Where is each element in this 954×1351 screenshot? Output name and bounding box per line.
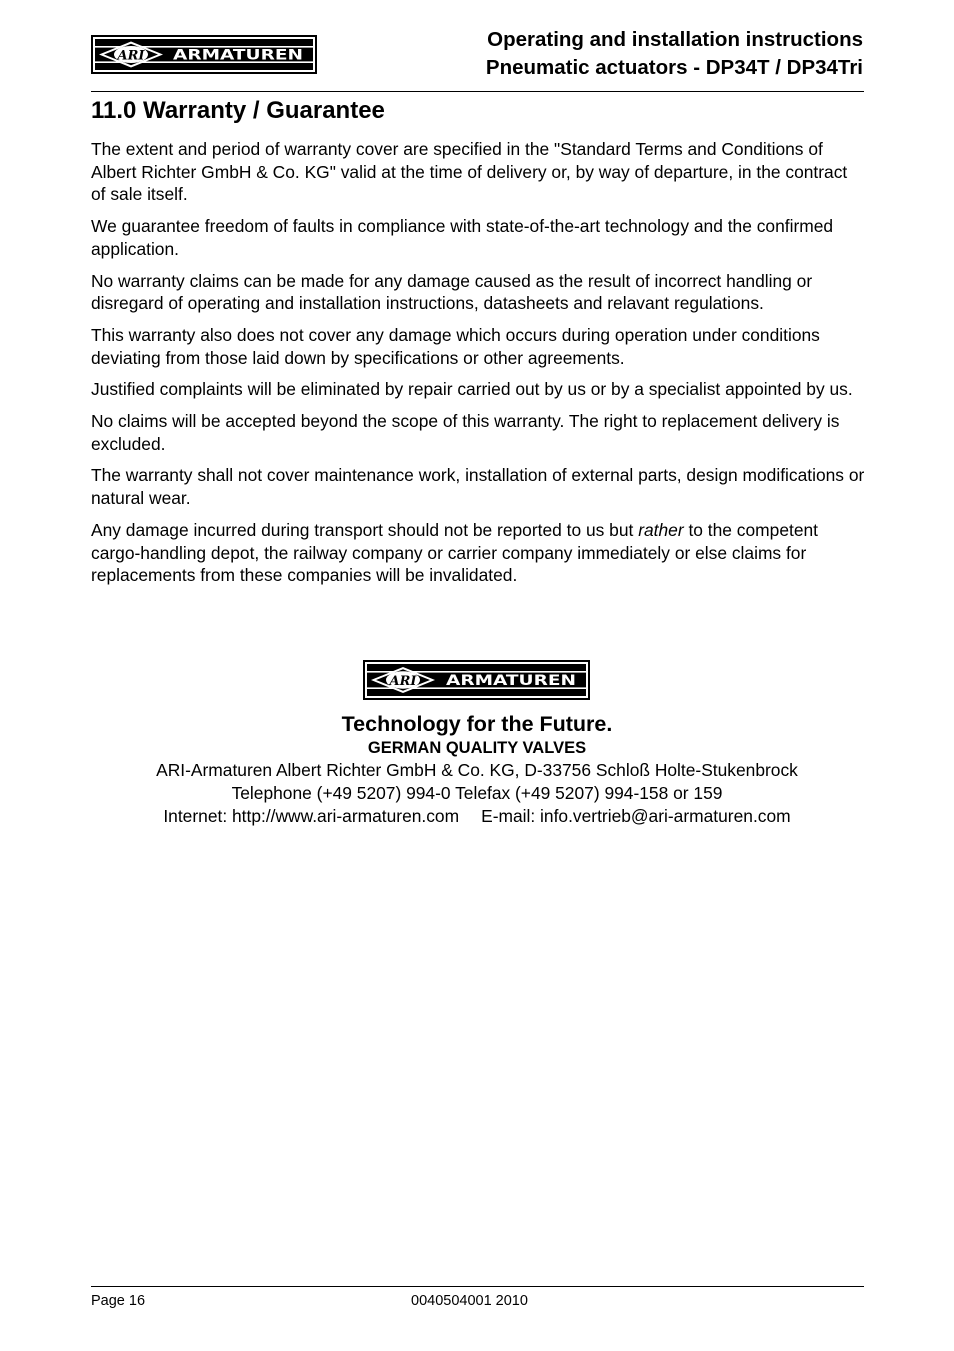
warranty-text xyxy=(91,138,866,596)
footer-divider xyxy=(91,1286,864,1287)
emphasis-text: rather xyxy=(638,519,684,540)
header-divider xyxy=(91,91,864,92)
section-heading: 11.0 Warranty / Guarantee xyxy=(91,97,385,124)
page-number: Page 16 xyxy=(91,1293,146,1309)
ari-logo-graphic xyxy=(367,664,586,696)
paragraph: No claims will be accepted beyond the scope of this warranty. The right to replacement delivery is excluded. xyxy=(91,411,840,454)
tagline: Technology for the Future. xyxy=(341,712,613,736)
paragraph: The extent and period of warranty cover are specified in the "Standard Terms and Conditions of Albert Richter GmbH & Co. KG" valid at the time of delivery or, by way of departure, in the contract of sale itself. xyxy=(91,139,848,205)
document-title xyxy=(486,26,863,82)
document-number: 0040504001 2010 xyxy=(411,1293,528,1309)
company-logo xyxy=(363,660,590,700)
header-logo xyxy=(91,35,317,74)
document-title-line2: Pneumatic actuators - DP34T / DP34Tri xyxy=(485,56,863,79)
logo-emblem-text: ARI xyxy=(117,48,145,64)
paragraph: Justified complaints will be eliminated by repair carried out by us or by a specialist appointed by us. xyxy=(91,379,853,400)
paragraph: No warranty claims can be made for any damage caused as the result of incorrect handling or disregard of operating and installation instructions, datasheets and relavant regulations. xyxy=(91,270,813,314)
logo-brand-text: ARMATUREN xyxy=(173,47,303,64)
logo-brand-text: ARMATUREN xyxy=(446,673,576,689)
document-title-line1: Operating and installation instructions xyxy=(487,28,863,51)
paragraph: The warranty shall not cover maintenance work, installation of external parts, design modifications or natural wear. xyxy=(91,465,865,509)
company-address: ARI-Armaturen Albert Richter GmbH & Co. KG, D-33756 Schloß Holte-Stukenbrock xyxy=(156,760,798,780)
paragraph-part: Any damage incurred during transport should not be reported to us but xyxy=(91,519,639,540)
paragraph: We guarantee freedom of faults in compliance with state-of-the-art technology and the confirmed application. xyxy=(91,216,834,259)
ari-logo-graphic xyxy=(95,39,313,70)
paragraph-part: to the competent cargo-handling depot, the railway company or carrier company immediately or else claims for replacements from these companies will be invalidated. xyxy=(91,519,819,586)
paragraph-transport xyxy=(91,519,866,587)
company-phone: Telephone (+49 5207) 994-0 Telefax (+49 5207) 994-158 or 159 xyxy=(231,783,723,803)
company-email[interactable]: E-mail: info.vertrieb@ari-armaturen.com xyxy=(481,806,791,826)
quality-subtitle: GERMAN QUALITY VALVES xyxy=(367,739,587,757)
company-web-contact xyxy=(0,805,954,828)
company-info xyxy=(0,711,954,828)
company-website[interactable]: Internet: http://www.ari-armaturen.com xyxy=(163,806,460,826)
paragraph: This warranty also does not cover any damage which occurs during operation under conditions deviating from those laid down by specifications or other agreements. xyxy=(91,324,820,368)
logo-emblem-text: ARI xyxy=(389,674,417,689)
